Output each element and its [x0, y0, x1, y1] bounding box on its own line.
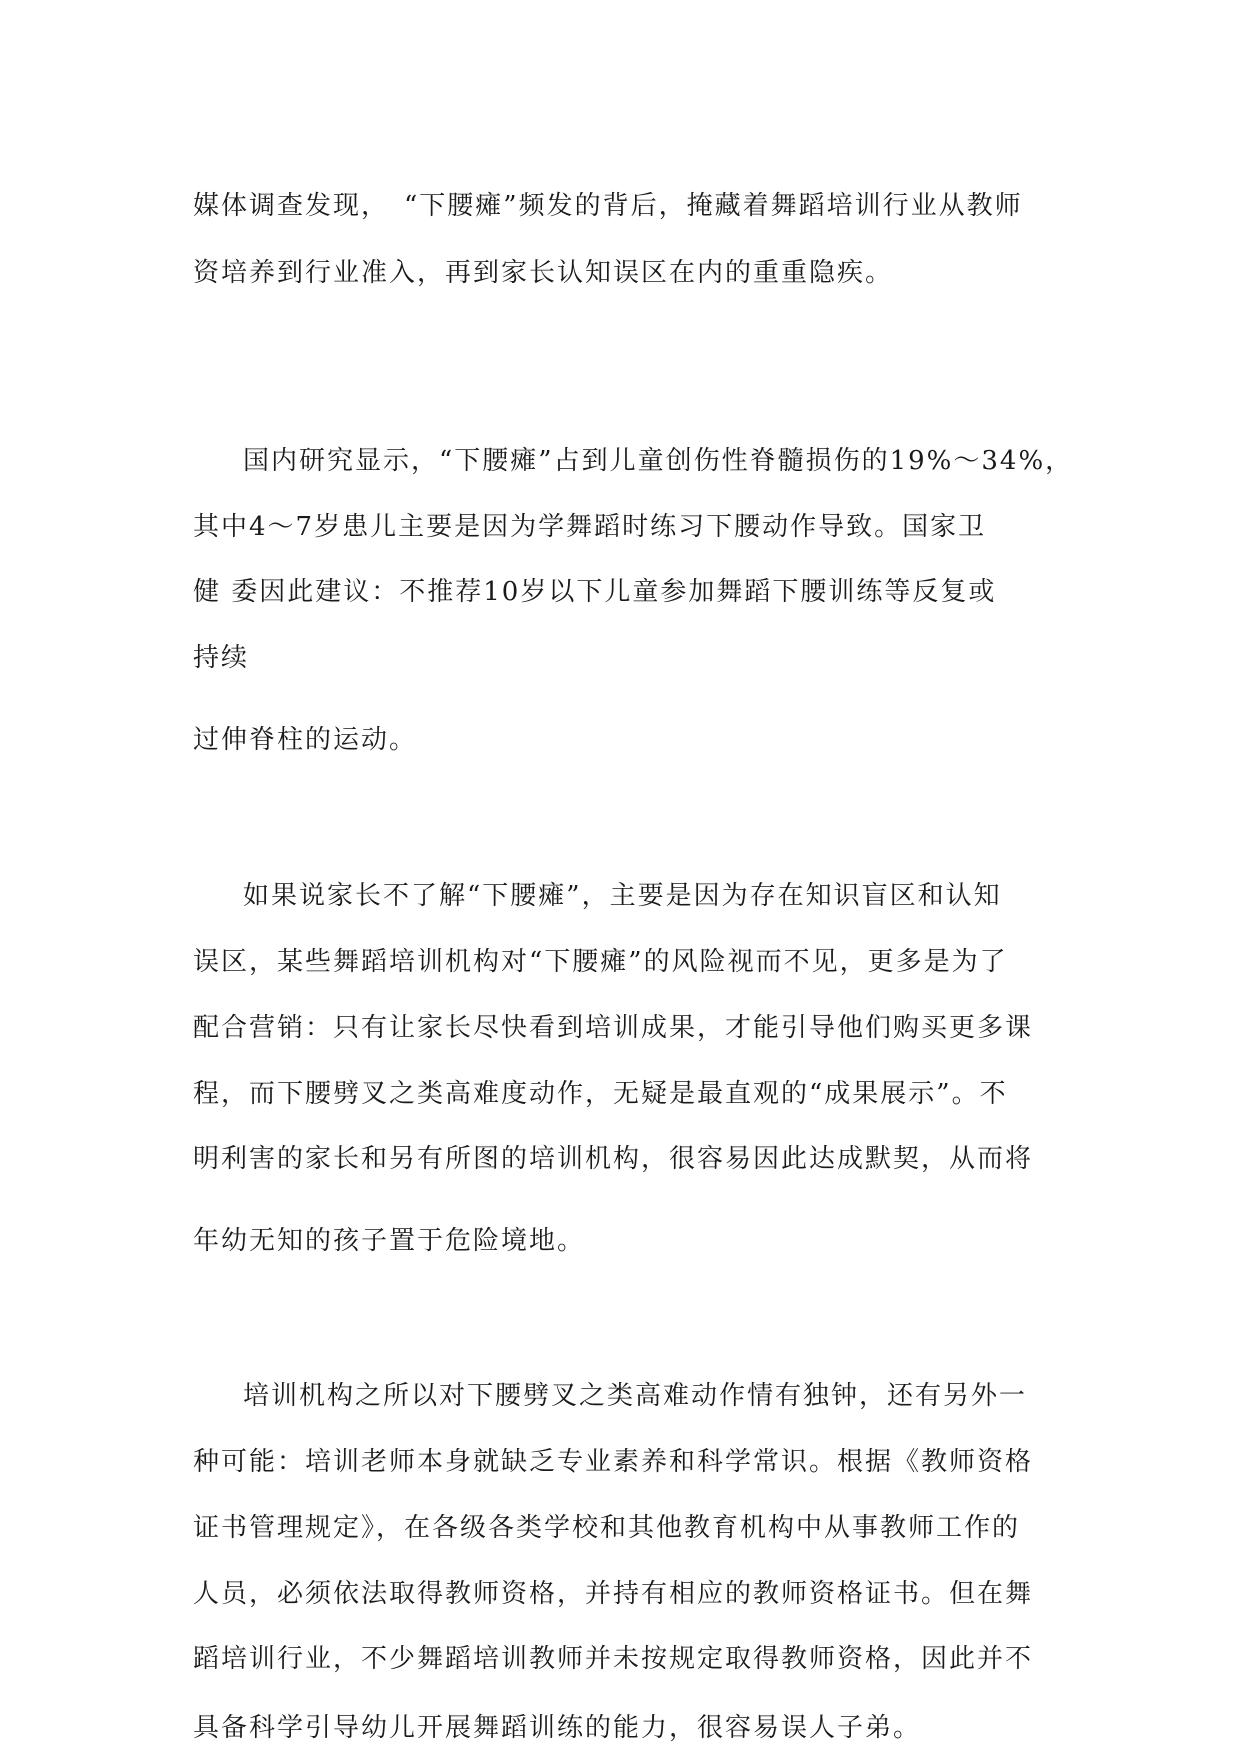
paragraph-3-line-1: 如果说家长不了解“下腰瘫”，主要是因为存在知识盲区和认知 [243, 881, 1002, 911]
paragraph-3-line-3: 配合营销：只有让家长尽快看到培训成果，才能引导他们购买更多课 [193, 1013, 1034, 1043]
paragraph-4-line-3: 证书管理规定》，在各级各类学校和其他教育机构中从事教师工作的 [193, 1513, 1021, 1543]
paragraph-1-line-1: 媒体调查发现， “下腰瘫”频发的背后，掩藏着舞蹈培训行业从教师 [193, 191, 1023, 221]
paragraph-2-line-1: 国内研究显示，“下腰瘫”占到儿童创伤性脊髓损伤的19%～34%， [243, 446, 1074, 476]
paragraph-4-line-1: 培训机构之所以对下腰劈叉之类高难动作情有独钟，还有另外一 [243, 1381, 1028, 1411]
paragraph-3-line-6: 年幼无知的孩子置于危险境地。 [193, 1226, 586, 1256]
paragraph-3-line-4: 程，而下腰劈叉之类高难度动作，无疑是最直观的“成果展示”。不 [193, 1079, 1008, 1109]
paragraph-4-line-2: 种可能：培训老师本身就缺乏专业素养和科学常识。根据《教师资格 [193, 1447, 1034, 1477]
paragraph-2-line-3: 健 委因此建议：不推荐10岁以下儿童参加舞蹈下腰训练等反复或 [193, 577, 997, 607]
paragraph-2-line-5: 过伸脊柱的运动。 [193, 725, 418, 755]
paragraph-4-line-4: 人员，必须依法取得教师资格，并持有相应的教师资格证书。但在舞 [193, 1579, 1034, 1609]
paragraph-4-line-5: 蹈培训行业，不少舞蹈培训教师并未按规定取得教师资格，因此并不 [193, 1644, 1034, 1674]
paragraph-3-line-2: 误区，某些舞蹈培训机构对“下腰瘫”的风险视而不见，更多是为了 [193, 947, 1008, 977]
paragraph-2-line-4: 持续 [193, 643, 250, 673]
paragraph-4-line-6: 具备科学引导幼儿开展舞蹈训练的能力，很容易误人子弟。 [193, 1713, 922, 1743]
paragraph-2-line-2: 其中4～7岁患儿主要是因为学舞蹈时练习下腰动作导致。国家卫 [193, 512, 987, 542]
paragraph-3-line-5: 明利害的家长和另有所图的培训机构，很容易因此达成默契，从而将 [193, 1144, 1034, 1174]
paragraph-1-line-2: 资培养到行业准入，再到家长认知误区在内的重重隐疾。 [193, 258, 894, 288]
